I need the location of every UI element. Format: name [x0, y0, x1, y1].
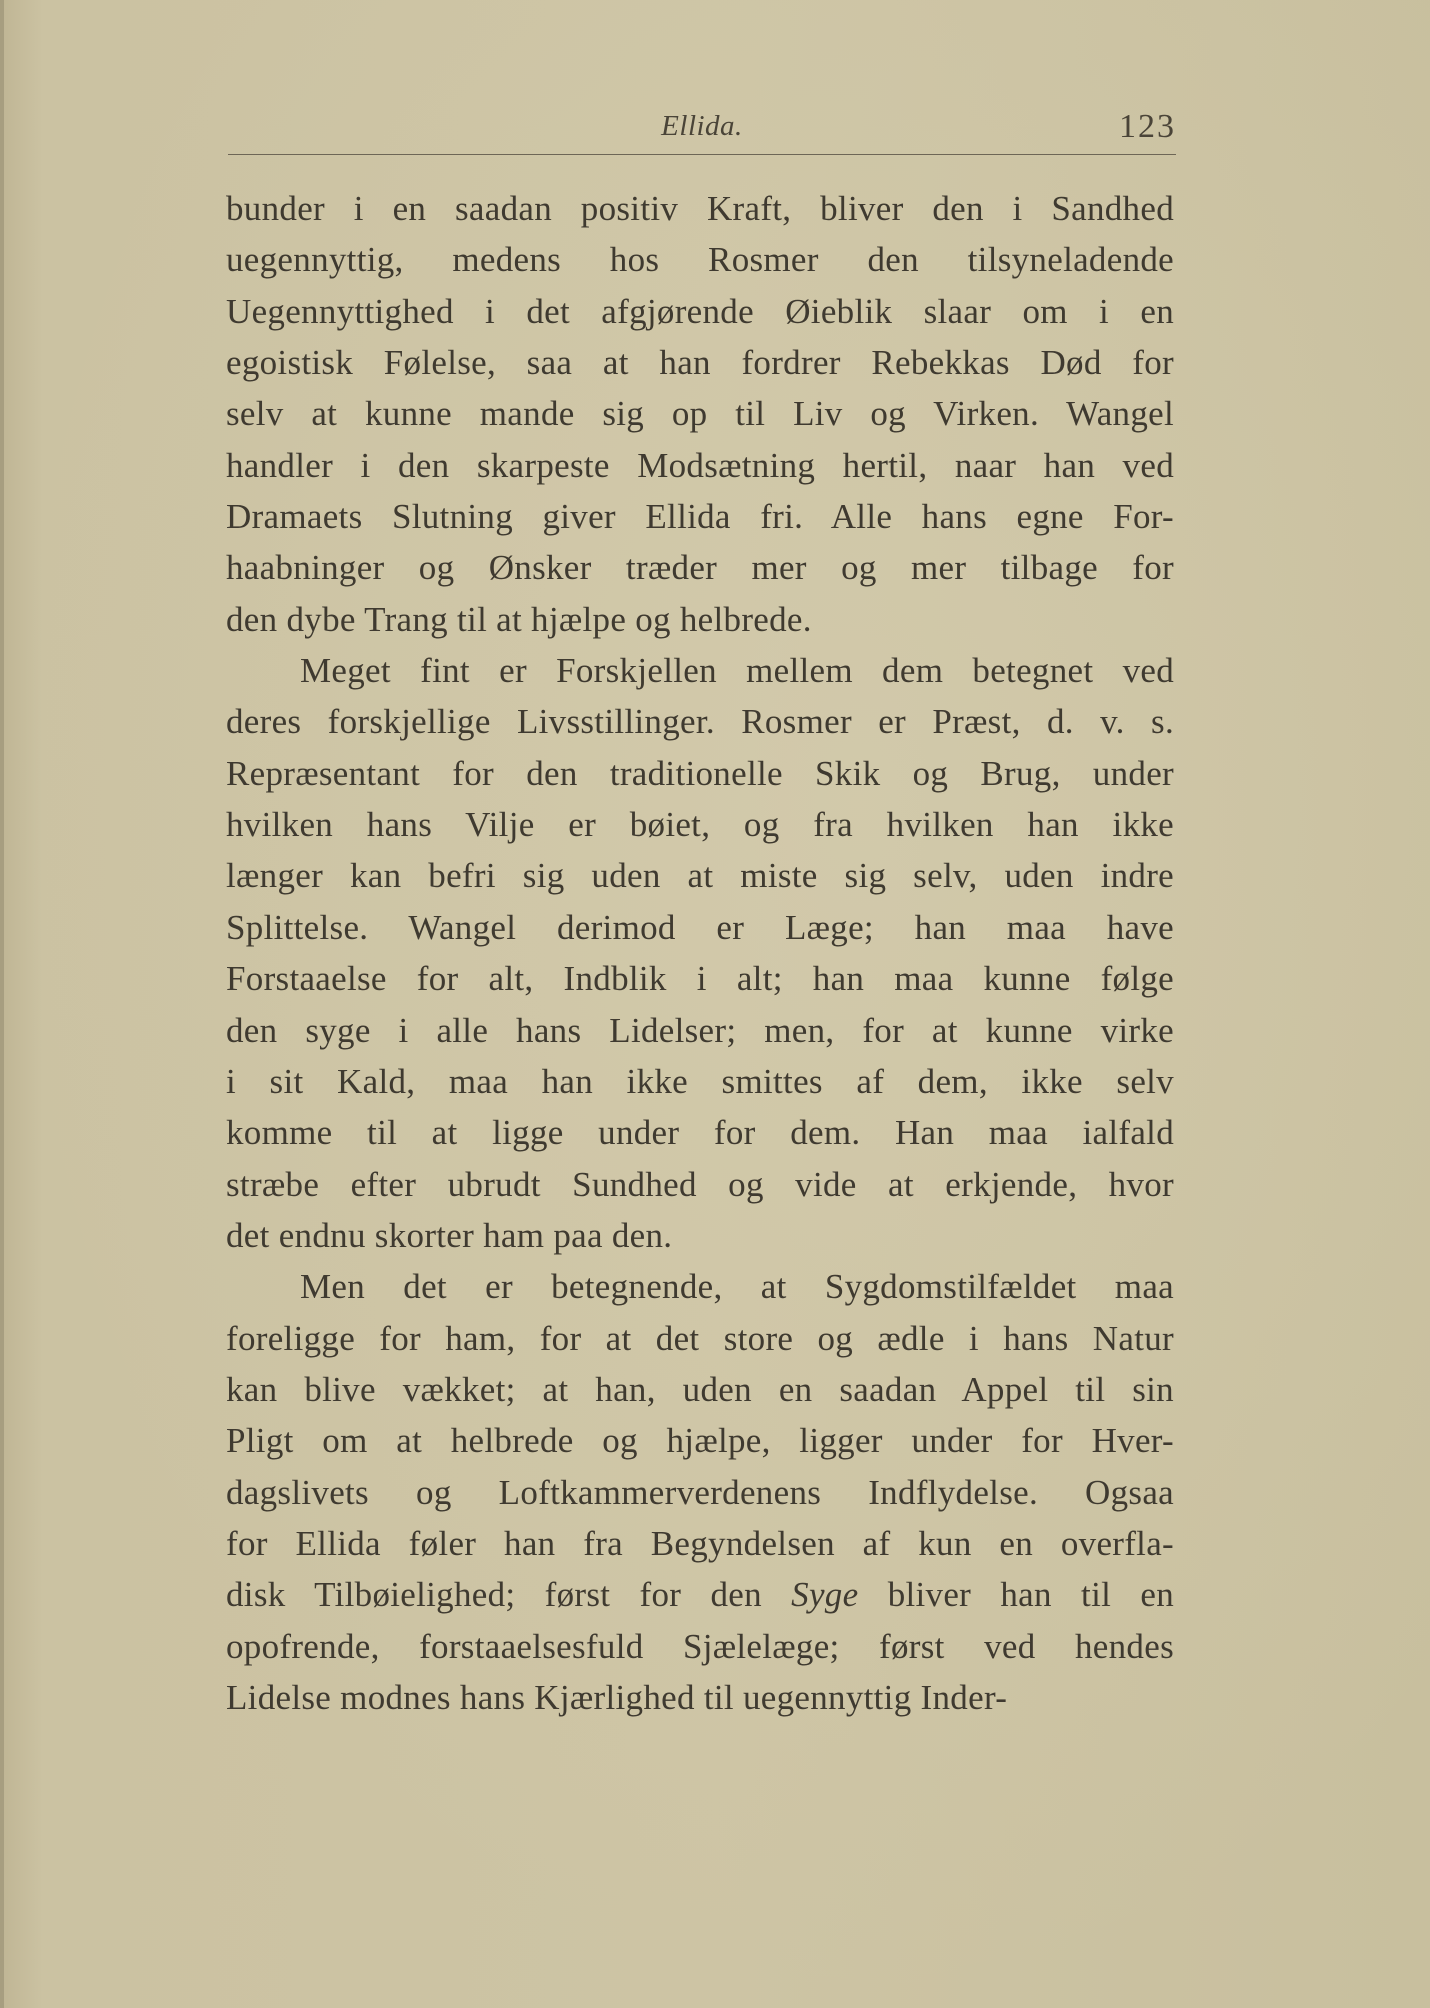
text-line: Repræsentant for den traditionelle Skik og Brug, under — [226, 753, 1174, 793]
text-line: foreligge for ham, for at det store og ædle i hans Natur — [226, 1318, 1174, 1358]
text-line: i sit Kald, maa han ikke smittes af dem, ikke selv — [226, 1061, 1174, 1101]
body-text — [226, 183, 1174, 1723]
text-line: bunder i en saadan positiv Kraft, bliver den i Sandhed — [226, 189, 1174, 228]
page-edge — [0, 0, 4, 2008]
text-line: deres forskjellige Livsstillinger. Rosmer er Præst, d. v. s. — [226, 702, 1174, 742]
text-line: Meget fint er Forskjellen mellem dem betegnet ved — [300, 651, 1174, 691]
text-line: Lidelse modnes hans Kjærlighed til uegennyttig Inder- — [226, 1677, 1008, 1717]
page-header — [228, 100, 1176, 156]
page-number: 123 — [1119, 108, 1176, 145]
text-line: dagslivets og Loftkammerverdenens Indflydelse. Ogsaa — [226, 1472, 1174, 1512]
header-rule — [228, 154, 1176, 155]
text-line: komme til at ligge under for dem. Han maa ialfald — [226, 1113, 1174, 1153]
text-line: længer kan befri sig uden at miste sig selv, uden indre — [226, 856, 1174, 896]
text-line: det endnu skorter ham paa den. — [226, 1215, 673, 1255]
text-line: Dramaets Slutning giver Ellida fri. Alle hans egne For- — [226, 497, 1174, 537]
text-line: disk Tilbøielighed; først for den Syge bliver han til en — [226, 1575, 1174, 1615]
text-line: stræbe efter ubrudt Sundhed og vide at erkjende, hvor — [226, 1164, 1174, 1204]
text-line: egoistisk Følelse, saa at han fordrer Rebekkas Død for — [226, 343, 1174, 383]
text-line: Forstaaelse for alt, Indblik i alt; han maa kunne følge — [226, 959, 1174, 999]
text-line: Men det er betegnende, at Sygdomstilfældet maa — [300, 1267, 1174, 1307]
text-line: den dybe Trang til at hjælpe og helbrede. — [226, 599, 812, 639]
text-line: uegennyttig, medens hos Rosmer den tilsyneladende — [226, 240, 1174, 280]
text-line: den syge i alle hans Lidelser; men, for at kunne virke — [226, 1010, 1174, 1050]
text-line: Splittelse. Wangel derimod er Læge; han maa have — [226, 907, 1174, 947]
text-line: Pligt om at helbrede og hjælpe, ligger under for Hver- — [226, 1421, 1174, 1461]
text-line: Uegennyttighed i det afgjørende Øieblik slaar om i en — [226, 291, 1174, 331]
text-line: opofrende, forstaaelsesfuld Sjælelæge; først ved hendes — [226, 1626, 1174, 1666]
text-line: handler i den skarpeste Modsætning hertil, naar han ved — [226, 445, 1174, 485]
text-line: hvilken hans Vilje er bøiet, og fra hvilken han ikke — [226, 805, 1174, 845]
emphasized-word: Syge — [791, 1575, 859, 1615]
text-line: haabninger og Ønsker træder mer og mer tilbage for — [226, 548, 1174, 588]
text-line: kan blive vækket; at han, uden en saadan Appel til sin — [226, 1369, 1174, 1409]
text-line: for Ellida føler han fra Begyndelsen af kun en overfla- — [226, 1523, 1174, 1563]
running-title: Ellida. — [661, 110, 743, 142]
text-line: selv at kunne mande sig op til Liv og Virken. Wangel — [226, 394, 1174, 434]
